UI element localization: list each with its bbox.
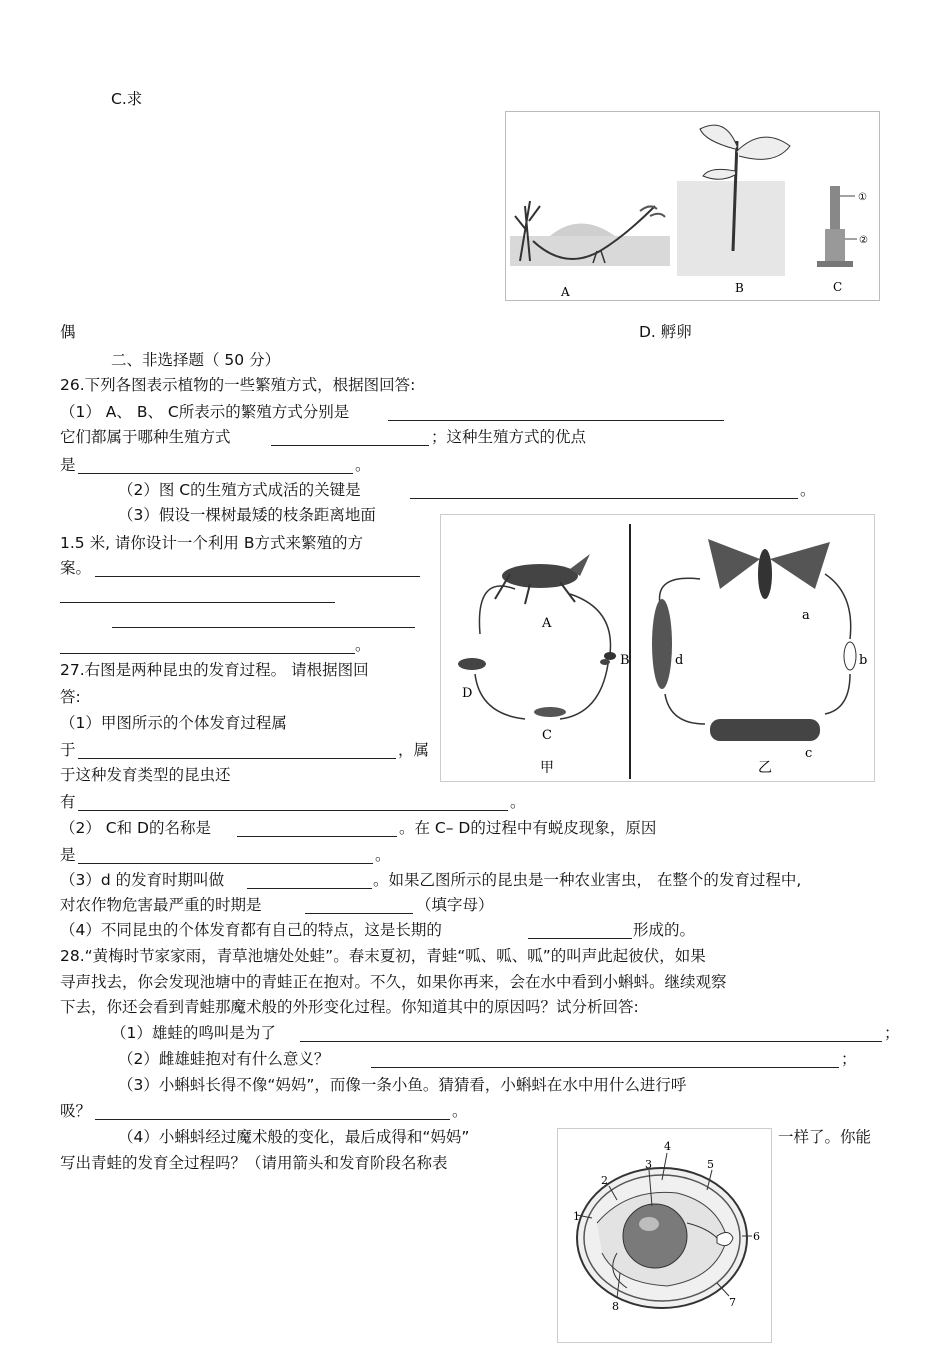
q27-part3-cont: 。如果乙图所示的昆虫是一种农业害虫， 在整个的发育过程中, [373,871,802,889]
q27-part4-tail: 形成的。 [633,921,696,939]
q26-part1-text: （1） A、 B、 C所表示的繁殖方式分别是 [60,403,350,421]
q26-blank-advantage[interactable] [78,458,353,474]
q26-advantage: ；这种生殖方式的优点 [431,428,587,446]
q26-blank-type[interactable] [271,430,429,446]
figure-label-c: C [833,280,843,294]
period: 。 [800,481,816,499]
yi-label-b: b [859,653,868,668]
figure-label-b: B [735,281,744,295]
q26-blank-methods[interactable] [388,405,724,421]
q27-blank-stage[interactable] [247,873,372,889]
jia-label-a: A [542,616,552,631]
q28-stem-line3: 下去，你还会看到青蛙那魔术般的外形变化过程。你知道其中的原因吗？试分析回答: [60,998,639,1016]
egg-label-8: 8 [612,1300,619,1313]
moth-pupa [652,599,672,689]
q28-part1: （1）雄蛙的鸣叫是为了 [111,1024,276,1042]
q27-part3: （3）d 的发育时期叫做 [60,871,225,889]
q27-part2: （2） C和 D的名称是 [60,819,211,837]
q27-part3-line2: 对农作物危害最严重的时期是 [60,896,262,914]
q27-part1-tail: ，属 [398,741,430,759]
q27-blank-cd-name[interactable] [237,821,397,837]
q26-stem: 26.下列各图表示植物的一些繁殖方式，根据图回答: [60,376,416,394]
jia-label-b: B [620,653,630,668]
q27-stem-cont: 答: [60,688,81,706]
grasshopper-nymph-c [534,707,566,717]
insect-development-figure [440,514,875,786]
figure-label-a: A [561,285,570,299]
period: 。 [355,636,371,654]
q28-blank-breathing[interactable] [95,1104,450,1120]
q28-blank-croak[interactable] [300,1026,882,1042]
q26-reproduction-type: 它们都属于哪种生殖方式 [60,428,231,446]
q26-advantage-cont: 是 [60,456,76,474]
jia-label-c: C [542,728,552,743]
q26-part3-line2: 1.5 米, 请你设计一个利用 B方式来繁殖的方 [60,534,363,552]
q27-blank-letter[interactable] [305,898,413,914]
moth-larva [710,719,820,741]
period: 。 [375,846,391,864]
option-c-tail: 偶 [60,323,76,341]
egg-label-5: 5 [707,1158,714,1171]
q28-part4-line2: 写出青蛙的发育全过程吗？（请用箭头和发育阶段名称表 [60,1154,448,1172]
graft-mark-2: ② [859,235,868,246]
option-d: D. 孵卵 [639,323,692,341]
grasshopper-nymph-d [458,658,486,670]
semicolon: ； [884,1024,900,1042]
q26-part1 [60,402,349,422]
q26-blank-plan-1[interactable] [95,561,420,577]
yi-label-a: a [802,608,810,623]
q28-part3: （3）小蝌蚪长得不像“妈妈”，而像一条小鱼。猜猜看，小蝌蚪在水中用什么进行呼 [118,1076,687,1094]
q27-blank-reason[interactable] [78,848,373,864]
q28-part3-line2: 吸？ [60,1102,92,1120]
q28-part2: （2）雌雄蛙抱对有什么意义？ [118,1050,330,1068]
egg-structure-figure [557,1128,772,1347]
semicolon: ； [841,1050,857,1068]
q26-blank-plan-2[interactable] [60,587,335,603]
jia-caption: 甲 [540,760,554,776]
q26-blank-plan-3[interactable] [112,612,415,628]
jia-label-d: D [462,686,473,701]
plant-reproduction-figure [505,111,880,305]
q27-blank-selection[interactable] [528,923,632,939]
q27-part1: （1）甲图所示的个体发育过程属 [60,714,287,732]
q27-stem: 27.右图是两种昆虫的发育过程。 请根据图回 [60,661,369,679]
q27-part1-line2: 于 [60,741,76,759]
section-heading: 二、非选择题（ 50 分） [111,351,281,369]
q28-part4: （4）小蝌蚪经过魔术般的变化，最后成得和“妈妈” [118,1128,470,1146]
option-c: C.求 [111,90,143,108]
q27-blank-examples[interactable] [78,795,508,811]
egg-label-2: 2 [601,1174,608,1187]
egg-label-3: 3 [645,1158,652,1171]
q27-part3-hint: （填字母） [416,896,494,914]
q27-part4: （4）不同昆虫的个体发育都有自己的特点，这是长期的 [60,921,442,939]
q26-blank-key[interactable] [410,483,798,499]
q27-part2-cont: 。在 C– D的过程中有蜕皮现象，原因 [399,819,657,837]
yi-label-d: d [675,653,684,668]
q28-stem-line1: 28.“黄梅时节家家雨，青草池塘处处蛙”。春末夏初，青蛙“呱、呱、呱”的叫声此起彼伏，如果 [60,947,706,965]
q28-blank-amplexus[interactable] [371,1052,839,1068]
moth-egg [844,642,856,670]
q26-part3: （3）假设一棵树最矮的枝条距离地面 [118,506,376,524]
q28-stem-line2: 寻声找去，你会发现池塘中的青蛙正在抱对。不久，如果你再来，会在水中看到小蝌蚪。继续观察 [60,973,727,991]
q26-part3-line3: 案。 [60,559,92,577]
period: 。 [452,1102,468,1120]
q27-part1-line3: 于这种发育类型的昆虫还 [60,766,231,784]
graft-mark-1: ① [858,192,867,203]
q27-blank-type[interactable] [78,743,396,759]
period: 。 [355,456,371,474]
egg-label-7: 7 [729,1296,736,1309]
egg-label-6: 6 [753,1230,760,1243]
yi-label-c: c [805,746,813,761]
q27-part1-line4: 有 [60,793,76,811]
period: 。 [510,793,526,811]
q28-part4-tail: 一样了。你能 [778,1128,872,1146]
q26-blank-plan-4[interactable] [60,638,355,654]
egg-label-1: 1 [573,1210,580,1223]
egg-label-4: 4 [664,1140,671,1153]
yi-caption: 乙 [758,760,772,776]
q27-part2-line2: 是 [60,846,76,864]
q26-part2: （2）图 C的生殖方式成活的关键是 [118,481,361,499]
